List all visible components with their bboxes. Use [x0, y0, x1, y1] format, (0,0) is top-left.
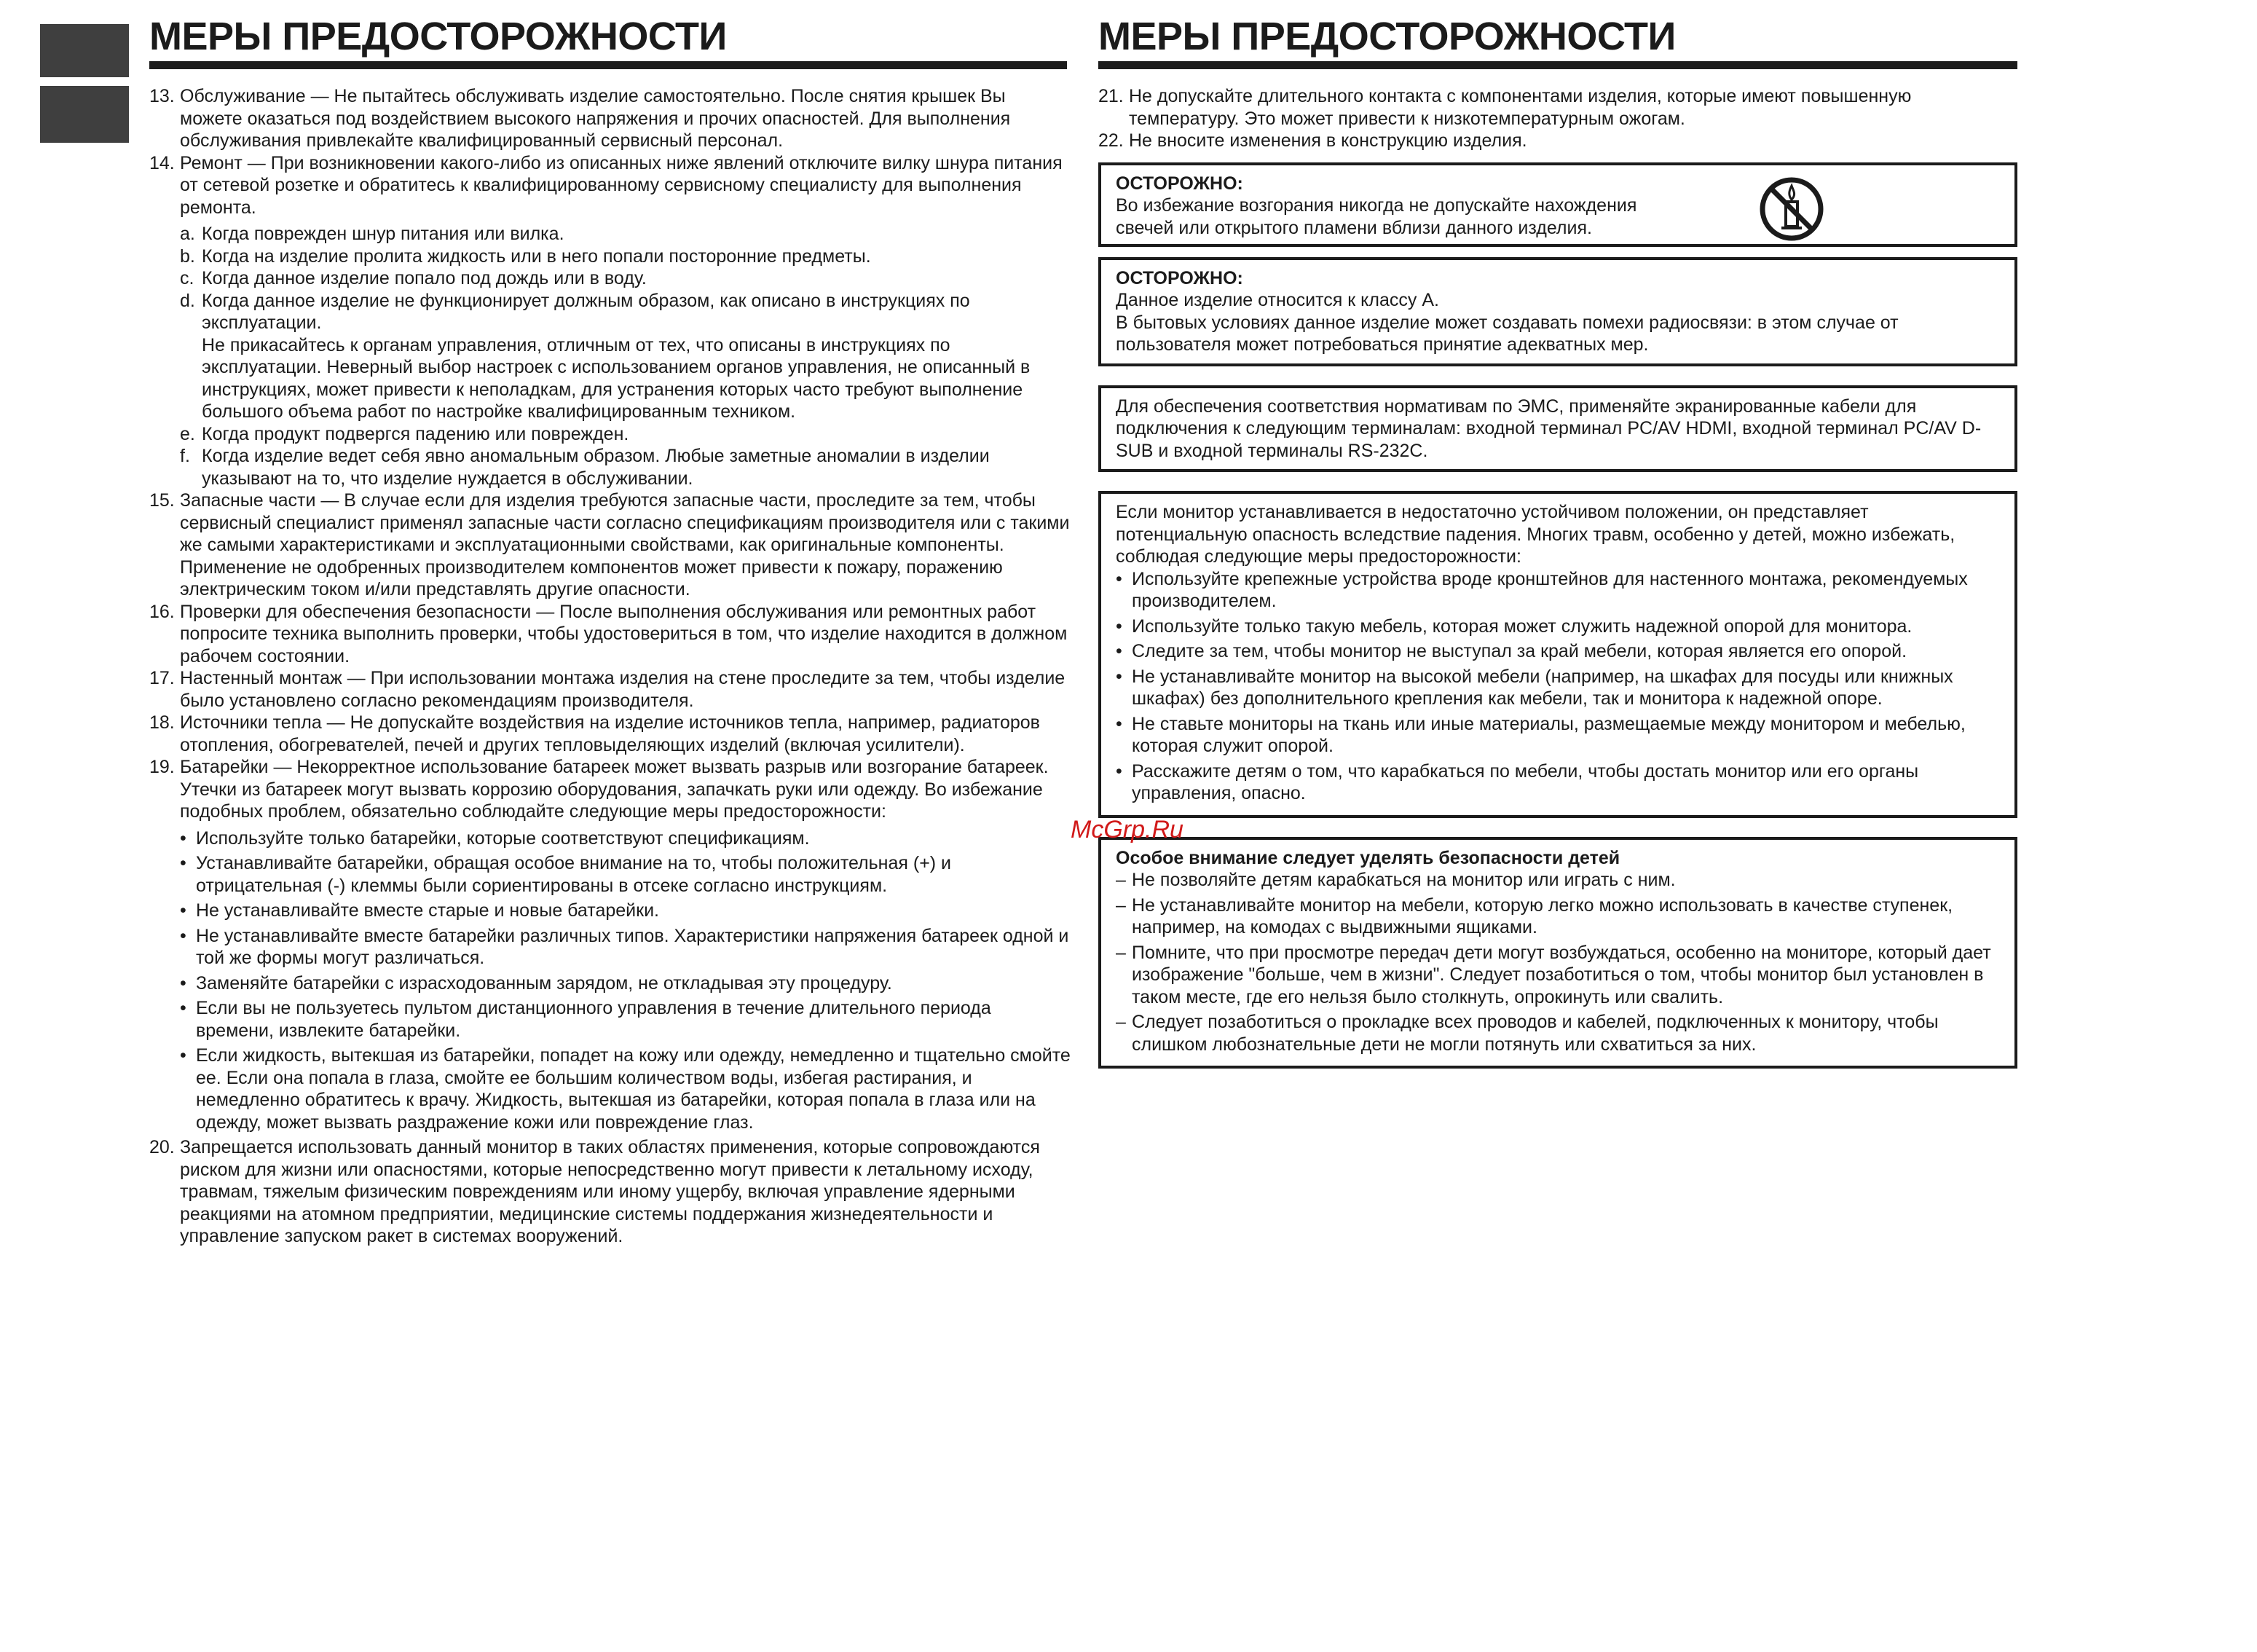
list-item: 17. Настенный монтаж — При использовании монтажа изделия на стене проследите за тем, чтобы изделие было установлено согласно рекомендациям производителя.: [149, 668, 1066, 711]
left-column: [149, 0, 1071, 1248]
list-item: 19. Батарейки — Некорректное использование батареек может вызвать разрыв или возгорание батареек. Утечки из батареек могут вызвать коррозию оборудования, запачкать руки или одежду. Во избежание подобных проблем, обязательно соблюдайте следующие меры предосторожности: • Используйте только батарейки, которые соответствуют спецификациям. • Устанавливайте батарейки, обращая особое внимание на то, чтобы положительная (+) и отрицательная (-) клеммы были сориентированы в отсеке согласно инструкциям. • Не устанавливайте вместе старые и новые батарейки. • Не устанавливайте вместе батарейки различных типов. Характеристики напряжения батареек одной и той же формы могут различаться. • Заменяйте батарейки с израсходованным зарядом, не откладывая эту процедуру. • Если вы не пользуетесь пультом дистанционного управления в течение длительного периода времени, извлеките батарейки. • Если жидкость, вытекшая из батарейки, попадет на кожу или одежду, немедленно и тщательно смойте ее. Если она попала в глаза, смойте ее большим количеством воды, избегая растирания, и немедленно обратитесь к врачу. Жидкость, вытекшая из батарейки, которая попала в глаза или на одежду, может вызвать раздражение кожи или повреждение глаз.: [149, 757, 1071, 1133]
item-number: 13.: [149, 86, 175, 106]
bullet-item: • Не ставьте мониторы на ткань или иные материалы, размещаемые между монитором и мебелью, которая служит опорой.: [1116, 713, 1966, 756]
caution-box-class-a: ОСТОРОЖНО: Данное изделие относится к классу A. В бытовых условиях данное изделие может создавать помехи радиосвязи: в этом случае от пользователя может потребоваться принятие адекватных мер.: [1098, 257, 2017, 366]
list-item: [149, 85, 1071, 152]
watermark: McGrp.Ru: [1071, 816, 1183, 843]
sub-item: b. Когда на изделие пролита жидкость или в него попали посторонние предметы.: [180, 245, 871, 267]
bullet-item: • Не устанавливайте вместе старые и новые батарейки.: [180, 900, 659, 921]
page-title: МЕРЫ ПРЕДОСТОРОЖНОСТИ: [1098, 15, 2017, 69]
list-item: 20. Запрещается использовать данный монитор в таких областях применения, которые сопровождаются риском для жизни или опасностями, которые непосредственно могут привести к летальному исходу, травмам, тяжелым физическим повреждениям или иному ущербу, включая управление ядерными реакциями на атомном предприятии, медицинские системы поддержания жизнедеятельности и управление запуском ракет в системах вооружений.: [149, 1137, 1040, 1246]
page-title: МЕРЫ ПРЕДОСТОРОЖНОСТИ: [149, 15, 1067, 69]
bullet-item: • Не устанавливайте вместе батарейки различных типов. Характеристики напряжения батареек одной и той же формы могут различаться.: [180, 925, 1069, 968]
list-item: [149, 152, 1071, 490]
caution-heading: ОСТОРОЖНО:: [1116, 173, 1243, 194]
sub-item: a. Когда поврежден шнур питания или вилка.: [180, 224, 564, 244]
item-text: Ремонт — При возникновении какого-либо из описанных ниже явлений отключите вилку шнура питания от сетевой розетке и обратитесь к квалифицированному сервисному специалисту для выполнения ремонта.: [180, 152, 1063, 218]
dash-item: – Не устанавливайте монитор на мебели, которую легко можно использовать в качестве ступенек, например, на комодах с выдвижными ящиками.: [1116, 894, 1953, 937]
list-item: 22. Не вносите изменения в конструкцию изделия.: [1098, 130, 1527, 151]
list-item: 16. Проверки для обеспечения безопасности — После выполнения обслуживания или ремонтных работ попросите техника выполнить проверки, чтобы удостовериться в том, что изделие находится в должном рабочем состоянии.: [149, 601, 1068, 666]
list-item: 15. Запасные части — В случае если для изделия требуются запасные части, проследите за тем, чтобы сервисный специалист применял запасные части согласно спецификациям производителя или с такими же самыми характеристиками и эксплуатационными свойствами, как оригинальные компоненты. Применение не одобренных производителем компонентов может привести к пожару, поражению электрическим током и/или представлять другие опасности.: [149, 490, 1070, 599]
sub-item: f. Когда изделие ведет себя явно аномальным образом. Любые заметные аномалии в изделии указывают на то, что изделие нуждается в обслуживании.: [180, 446, 990, 489]
section-tab-marker: [40, 86, 129, 143]
no-open-flame-icon: [1758, 176, 1825, 243]
sub-item: c. Когда данное изделие попало под дождь или в воду.: [180, 268, 647, 288]
bullet-item: • Если вы не пользуетесь пультом дистанционного управления в течение длительного периода времени, извлеките батарейки.: [180, 998, 991, 1041]
section-tab-marker: [40, 24, 129, 77]
bullet-item: • Заменяйте батарейки с израсходованным зарядом, не откладывая эту процедуру.: [180, 972, 892, 994]
emc-notice-box: Для обеспечения соответствия нормативам по ЭМС, применяйте экранированные кабели для подключения к следующим терминалам: входной терминал PC/AV HDMI, входной терминал PC/AV D-SUB и входной терминалы RS-232C.: [1098, 385, 2017, 473]
dash-item: – Не позволяйте детям карабкаться на монитор или играть с ним.: [1116, 870, 1676, 890]
bullet-item: • Используйте крепежные устройства вроде кронштейнов для настенного монтажа, рекомендуемых производителем.: [1116, 568, 1968, 611]
bullet-item: • Если жидкость, вытекшая из батарейки, попадет на кожу или одежду, немедленно и тщательно смойте ее. Если она попала в глаза, смойте ее большим количеством воды, избегая растирания, и немедленно обратитесь к врачу. Жидкость, вытекшая из батарейки, которая попала в глаза или на одежду, может вызвать раздражение кожи или повреждение глаз.: [180, 1045, 1071, 1133]
item-number: 14.: [149, 152, 175, 173]
bullet-item: • Используйте только такую мебель, которая может служить надежной опорой для монитора.: [1116, 615, 1913, 637]
child-safety-box: [1098, 837, 2017, 1069]
stability-warning-box: Если монитор устанавливается в недостаточно устойчивом положении, он представляет потенциальную опасность вследствие падения. Многих травм, особенно у детей, можно избежать, соблюдая следующие меры предосторожности: • Используйте крепежные устройства вроде кронштейнов для настенного монтажа, рекомендуемых производителем. • Используйте только такую мебель, которая может служить надежной опорой для монитора. • Следите за тем, чтобы монитор не выступал за край мебели, которая является его опорой. • Не устанавливайте монитор на высокой мебели (например, на шкафах для посуды или книжных шкафах) без дополнительного крепления как мебели, так и монитора к надежной опоре. • Не ставьте мониторы на ткань или иные материалы, размещаемые между монитором и мебелью, которая служит опорой. • Расскажите детям о том, что карабкаться по мебели, чтобы достать монитор или его органы управления, опасно.: [1098, 491, 2017, 818]
bullet-item: • Не устанавливайте монитор на высокой мебели (например, на шкафах для посуды или книжных шкафах) без дополнительного крепления как мебели, так и монитора к надежной опоре.: [1116, 666, 1953, 709]
sub-item-note: Не прикасайтесь к органам управления, отличным от тех, что описаны в инструкциях по эксплуатации. Неверный выбор настроек с использованием органов управления, не описанный в инструкциях, может привести к неполадкам, для устранения которых часто требуют выполнение большого объема работ по настройке квалифицированным техником.: [202, 334, 1031, 422]
bullet-item: • Используйте только батарейки, которые соответствуют спецификациям.: [180, 827, 810, 849]
sub-item: e. Когда продукт подвергся падению или поврежден.: [180, 423, 629, 444]
list-item: 21. Не допускайте длительного контакта с компонентами изделия, которые имеют повышенную температуру. Это может привести к низкотемпературным ожогам.: [1098, 86, 1912, 129]
left-body: [149, 85, 1071, 1248]
child-safety-heading: Особое внимание следует уделять безопасности детей: [1116, 847, 1620, 868]
list-item: 18. Источники тепла — Не допускайте воздействия на изделие источников тепла, например, радиаторов отопления, обогревателей, печей и других тепловыделяющих изделий (включая усилители).: [149, 712, 1040, 755]
caution-heading: ОСТОРОЖНО:: [1116, 267, 1243, 288]
dash-item: – Помните, что при просмотре передач дети могут возбуждаться, особенно на мониторе, который дает изображение "больше, чем в жизни". Следует позаботиться о том, чтобы монитор был установлен в таком месте, где его нельзя было столкнуть, опрокинуть или свалить.: [1116, 942, 1991, 1007]
right-column: [1098, 0, 2017, 1069]
dash-item: – Следует позаботиться о прокладке всех проводов и кабелей, подключенных к монитору, чтобы слишком любознательные дети не могли потянуть или схватиться за них.: [1116, 1012, 1939, 1055]
bullet-item: • Устанавливайте батарейки, обращая особое внимание на то, чтобы положительная (+) и отрицательная (-) клеммы были сориентированы в отсеке согласно инструкциям.: [180, 853, 952, 896]
bullet-item: • Расскажите детям о том, что карабкаться по мебели, чтобы достать монитор или его органы управления, опасно.: [1116, 760, 1919, 803]
sub-item: d. Когда данное изделие не функционирует должным образом, как описано в инструкциях по эксплуатации. Не прикасайтесь к органам управления, отличным от тех, что описаны в инструкциях по эксплуатации. Неверный выбор настроек с использованием органов управления, не описанный в инструкциях, может привести к неполадкам, для устранения которых часто требуют выполнение большого объема работ по настройке квалифицированным техником.: [180, 290, 1071, 423]
item-text: Обслуживание — Не пытайтесь обслуживать изделие самостоятельно. После снятия крышек Вы можете оказаться под воздействием высокого напряжения и прочих опасностей. Для выполнения обслуживания привлекайте квалифицированный сервисный персонал.: [180, 86, 1011, 151]
right-body: [1098, 85, 2017, 1069]
caution-box-fire: [1098, 162, 2017, 247]
caution-text: Во избежание возгорания никогда не допускайте нахождения свечей или открытого пламени вблизи данного изделия.: [1116, 195, 1637, 238]
bullet-item: • Следите за тем, чтобы монитор не выступал за край мебели, которая является его опорой.: [1116, 641, 1907, 661]
